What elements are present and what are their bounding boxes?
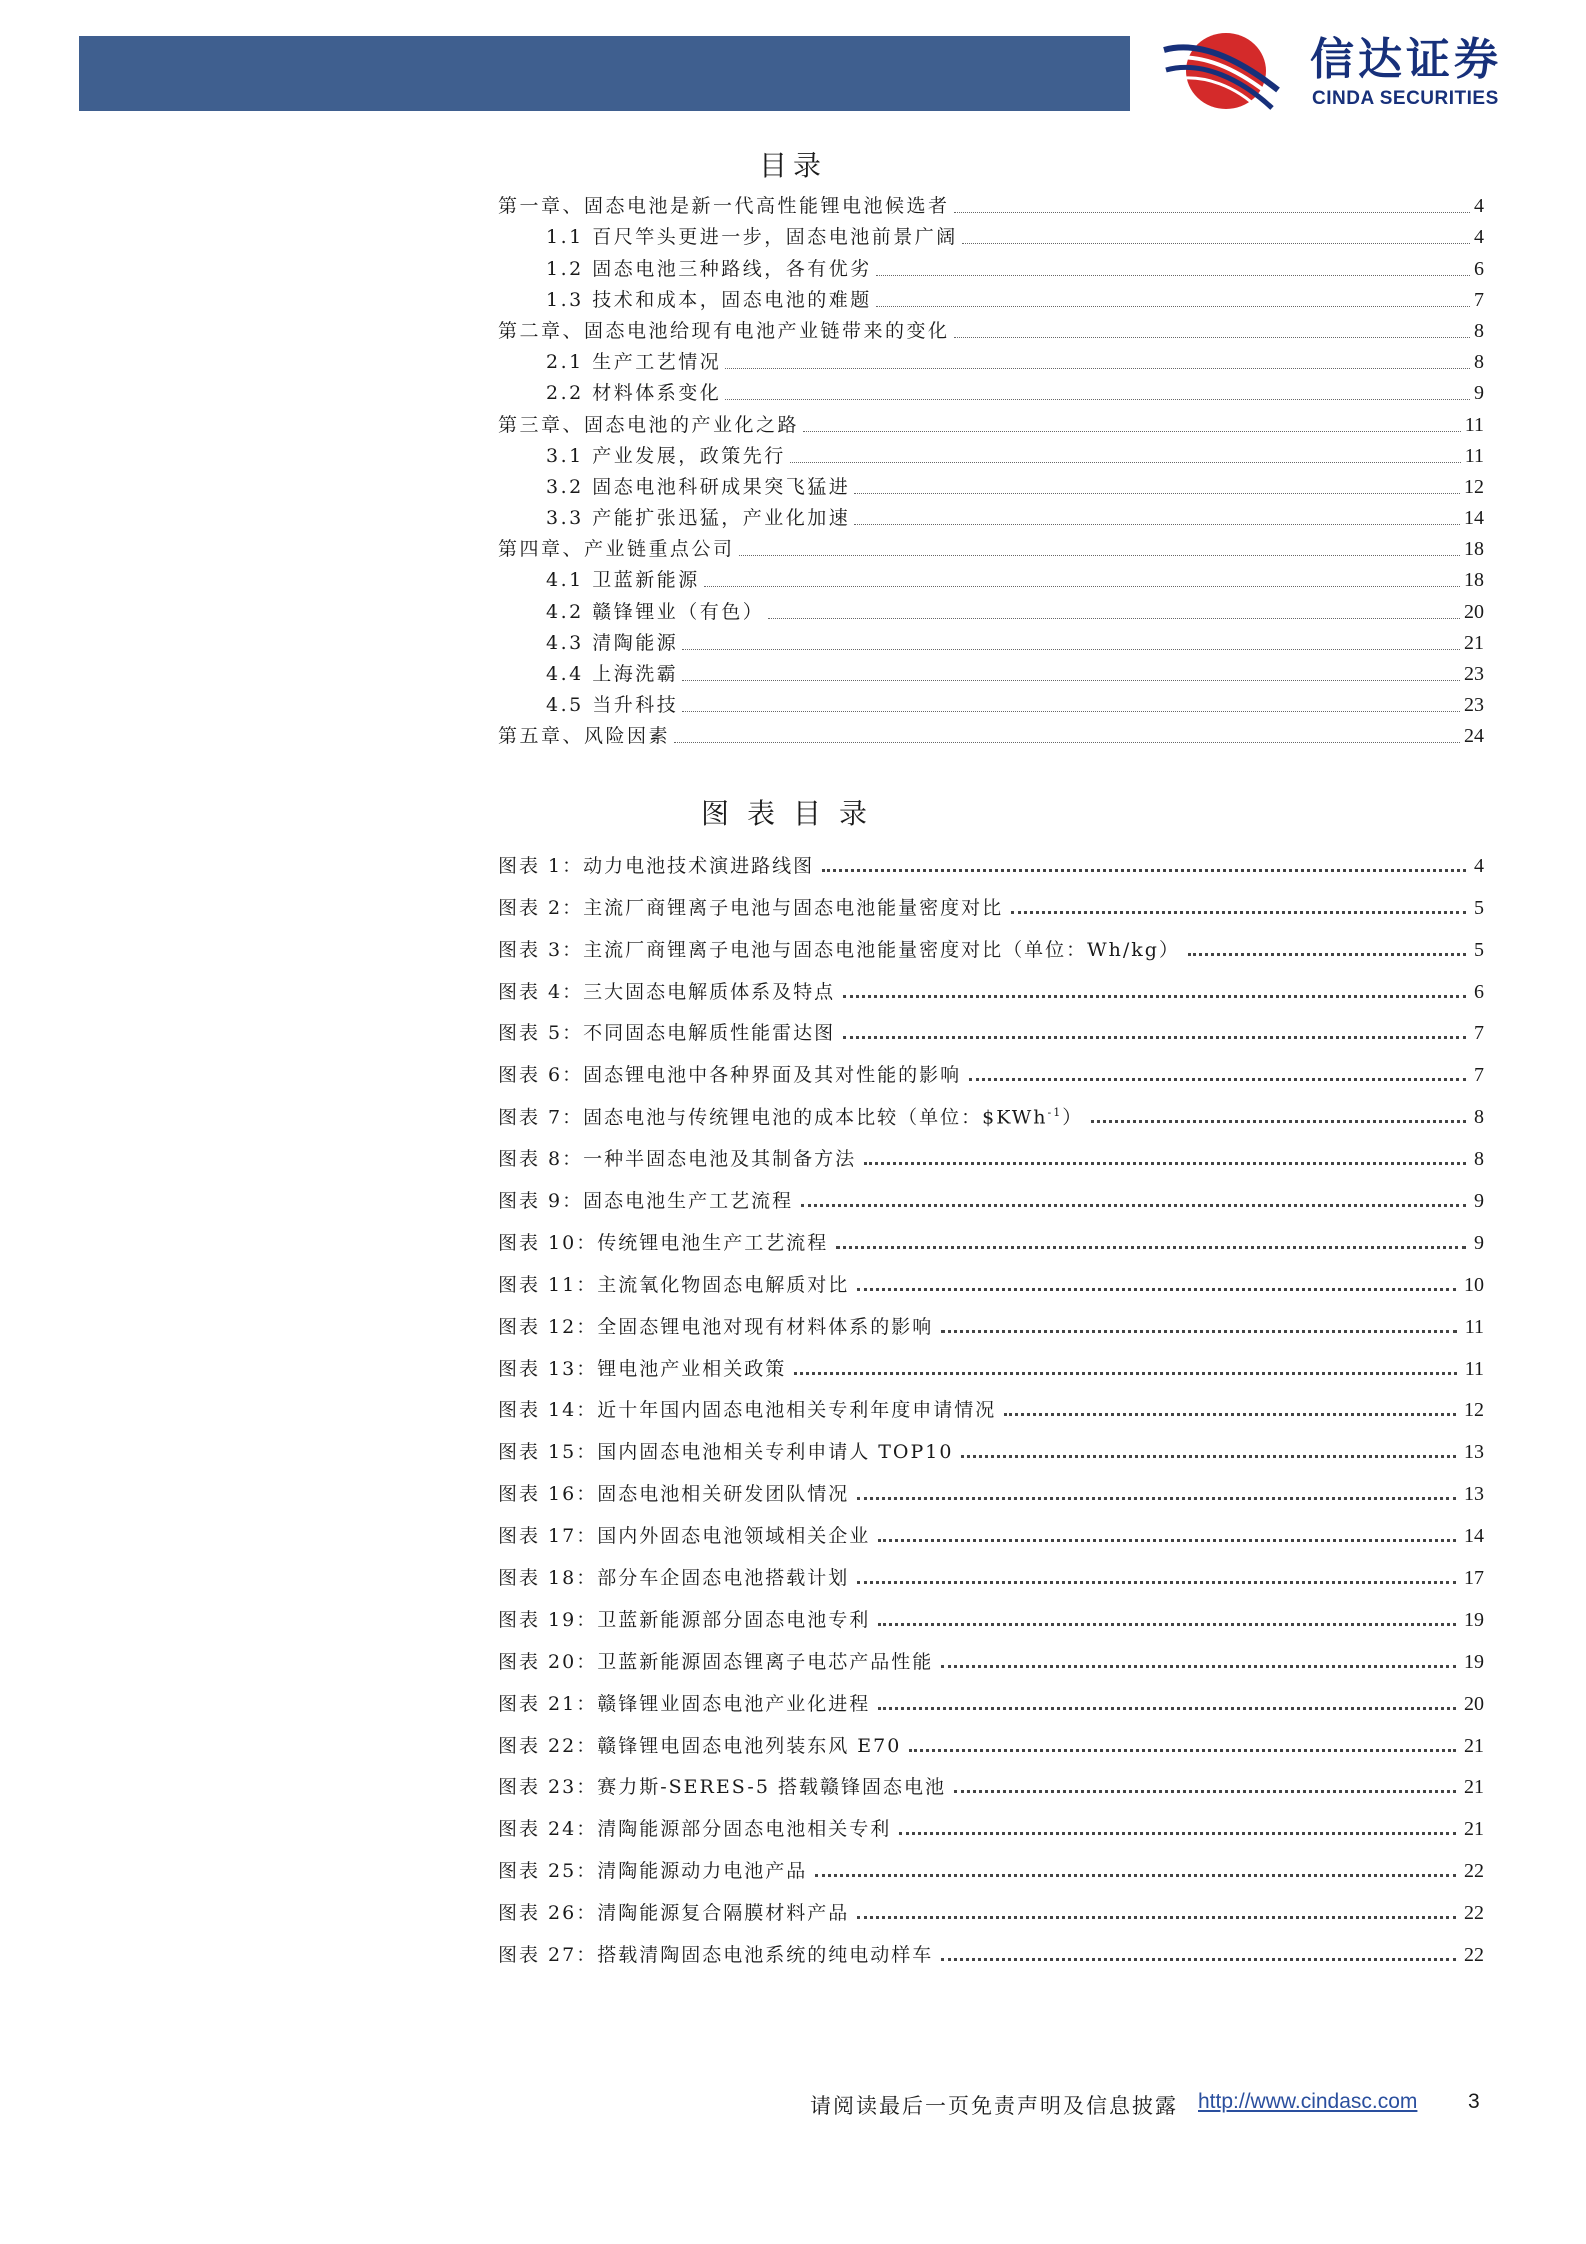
- figure-entry-page: 6: [1474, 980, 1484, 1003]
- toc-entry-page: 20: [1464, 600, 1484, 623]
- figure-entry-page: 7: [1474, 1022, 1484, 1045]
- toc-entry[interactable]: [498, 719, 1484, 750]
- figure-entry-label: 图表 17：国内外固态电池领域相关企业: [498, 1525, 871, 1548]
- figure-entry[interactable]: [498, 1383, 1484, 1425]
- toc-title: 目录: [758, 149, 827, 182]
- toc-entry-page: 9: [1474, 382, 1484, 405]
- toc-entry-label: 3.2 固态电池科研成果突飞猛进: [546, 475, 851, 498]
- figure-entry-label: 图表 8：一种半固态电池及其制备方法: [498, 1148, 857, 1171]
- figure-list: [498, 838, 1484, 1969]
- figure-entry-superscript: -1: [1047, 1105, 1063, 1119]
- toc-entry-label: 第四章、产业链重点公司: [498, 538, 735, 561]
- logo-english-name: CINDA SECURITIES: [1312, 88, 1499, 109]
- figure-entry-page: 22: [1464, 1944, 1484, 1967]
- disclaimer-note: 请阅读最后一页免责声明及信息披露: [810, 2094, 1178, 2118]
- figure-entry-label: 图表 9：固态电池生产工艺流程: [498, 1190, 794, 1213]
- toc-entry[interactable]: [498, 220, 1484, 251]
- logo-chinese-name: 信达证券: [1310, 34, 1502, 85]
- figure-entry[interactable]: [498, 1215, 1484, 1257]
- toc-leader-dots: [768, 618, 1460, 619]
- figure-entry-label: 图表 7：固态电池与传统锂电池的成本比较（单位：$KWh$^{-1}$）: [498, 1105, 1084, 1129]
- figure-entry-label: 图表 10：传统锂电池生产工艺流程: [498, 1231, 829, 1254]
- figure-leader-dots: [878, 1707, 1456, 1710]
- figure-entry[interactable]: [498, 1634, 1484, 1676]
- figure-entry-page: 10: [1464, 1273, 1484, 1296]
- toc-entry-page: 14: [1464, 507, 1484, 530]
- toc-leader-dots: [954, 337, 1470, 338]
- figure-entry-label: 图表 24：清陶能源部分固态电池相关专利: [498, 1818, 892, 1841]
- figure-leader-dots: [961, 1455, 1456, 1458]
- figure-entry-label: 图表 2：主流厂商锂离子电池与固态电池能量密度对比: [498, 896, 1004, 919]
- figure-entry[interactable]: [498, 1592, 1484, 1634]
- figure-entry[interactable]: [498, 1424, 1484, 1466]
- figure-leader-dots: [878, 1539, 1456, 1542]
- figure-leader-dots: [941, 1665, 1456, 1668]
- toc-leader-dots: [682, 711, 1460, 712]
- figure-entry[interactable]: [498, 1927, 1484, 1969]
- figure-entry[interactable]: [498, 1801, 1484, 1843]
- figure-leader-dots: [801, 1204, 1466, 1207]
- figure-entry-page: 11: [1464, 1315, 1484, 1338]
- toc-entry-page: 4: [1474, 195, 1484, 218]
- figure-entry-label: 图表 3：主流厂商锂离子电池与固态电池能量密度对比（单位：Wh/kg）: [498, 938, 1180, 961]
- figure-entry-label: 图表 19：卫蓝新能源部分固态电池专利: [498, 1608, 871, 1631]
- figure-leader-dots: [899, 1832, 1456, 1835]
- toc-entry-label: 第三章、固态电池的产业化之路: [498, 413, 800, 436]
- toc-entry-page: 12: [1464, 475, 1484, 498]
- toc-entry-page: 7: [1474, 288, 1484, 311]
- toc-entry-label: 3.1 产业发展，政策先行: [546, 444, 786, 467]
- toc-leader-dots: [725, 399, 1470, 400]
- toc-entry-label: 4.2 赣锋锂业（有色）: [546, 600, 765, 623]
- figure-entry[interactable]: [498, 1131, 1484, 1173]
- toc-leader-dots: [704, 586, 1460, 587]
- figure-leader-dots: [794, 1372, 1457, 1375]
- toc-entry-page: 11: [1464, 444, 1484, 467]
- figure-leader-dots: [1091, 1120, 1466, 1123]
- figure-leader-dots: [857, 1288, 1456, 1291]
- figure-entry-label: 图表 6：固态锂电池中各种界面及其对性能的影响: [498, 1064, 962, 1087]
- figure-entry-page: 21: [1464, 1776, 1484, 1799]
- header-bar: [79, 36, 1130, 111]
- toc-entry-page: 18: [1464, 569, 1484, 592]
- toc-leader-dots: [803, 431, 1461, 432]
- figure-entry[interactable]: [498, 1173, 1484, 1215]
- figure-entry[interactable]: [498, 1047, 1484, 1089]
- toc-entry-label: 1.1 百尺竿头更进一步，固态电池前景广阔: [546, 226, 958, 249]
- toc-entry-page: 8: [1474, 319, 1484, 342]
- figure-leader-dots: [909, 1749, 1456, 1752]
- figure-entry[interactable]: [498, 1550, 1484, 1592]
- toc-entry[interactable]: [498, 407, 1484, 438]
- figure-entry-label: 图表 21：赣锋锂业固态电池产业化进程: [498, 1692, 871, 1715]
- figure-entry-label: 图表 4：三大固态电解质体系及特点: [498, 980, 836, 1003]
- figure-entry-page: 9: [1474, 1231, 1484, 1254]
- figure-leader-dots: [1004, 1413, 1456, 1416]
- figure-entry[interactable]: [498, 880, 1484, 922]
- toc-entry[interactable]: [498, 688, 1484, 719]
- website-link[interactable]: http://www.cindasc.com: [1198, 2090, 1418, 2113]
- toc-leader-dots: [962, 243, 1470, 244]
- figure-leader-dots: [864, 1162, 1466, 1165]
- toc-entry-page: 11: [1464, 413, 1484, 436]
- figure-entry-label: 图表 26：清陶能源复合隔膜材料产品: [498, 1902, 850, 1925]
- toc-entry-page: 6: [1474, 257, 1484, 280]
- figure-entry-page: 7: [1474, 1064, 1484, 1087]
- figure-entry[interactable]: [498, 1257, 1484, 1299]
- figure-entry-page: 11: [1464, 1357, 1484, 1380]
- toc-entry[interactable]: [498, 251, 1484, 282]
- figure-entry-label: 图表 14：近十年国内固态电池相关专利年度申请情况: [498, 1399, 997, 1422]
- toc-leader-dots: [674, 742, 1460, 743]
- table-of-contents: [498, 189, 1484, 750]
- figure-leader-dots: [941, 1958, 1456, 1961]
- figure-leader-dots: [822, 869, 1466, 872]
- figure-entry-page: 22: [1464, 1902, 1484, 1925]
- cinda-logo: [1160, 30, 1540, 112]
- toc-leader-dots: [854, 524, 1460, 525]
- cinda-logo-icon: [1160, 30, 1282, 112]
- figure-entry-page: 21: [1464, 1818, 1484, 1841]
- figure-entry-page: 17: [1464, 1567, 1484, 1590]
- figure-entry[interactable]: [498, 922, 1484, 964]
- toc-leader-dots: [876, 306, 1470, 307]
- toc-entry-label: 1.3 技术和成本，固态电池的难题: [546, 288, 872, 311]
- figure-entry-page: 5: [1474, 938, 1484, 961]
- toc-entry-label: 第五章、风险因素: [498, 725, 671, 748]
- toc-leader-dots: [854, 493, 1460, 494]
- toc-entry-page: 8: [1474, 351, 1484, 374]
- toc-entry-page: 23: [1464, 694, 1484, 717]
- figure-entry[interactable]: [498, 1885, 1484, 1927]
- figure-leader-dots: [954, 1790, 1456, 1793]
- figure-entry-page: 19: [1464, 1650, 1484, 1673]
- toc-leader-dots: [954, 212, 1470, 213]
- toc-entry[interactable]: [498, 657, 1484, 688]
- figure-leader-dots: [941, 1330, 1457, 1333]
- figure-entry[interactable]: [498, 1718, 1484, 1760]
- toc-entry[interactable]: [498, 594, 1484, 625]
- toc-entry[interactable]: [498, 563, 1484, 594]
- toc-entry-label: 4.3 清陶能源: [546, 631, 679, 654]
- toc-entry-page: 4: [1474, 226, 1484, 249]
- figure-entry-label: 图表 27：搭载清陶固态电池系统的纯电动样车: [498, 1944, 934, 1967]
- figure-entry-page: 8: [1474, 1148, 1484, 1171]
- toc-entry[interactable]: [498, 532, 1484, 563]
- figure-leader-dots: [1011, 911, 1466, 914]
- figure-leader-dots: [878, 1623, 1456, 1626]
- toc-entry[interactable]: [498, 470, 1484, 501]
- figure-leader-dots: [1188, 953, 1466, 956]
- figure-entry-page: 13: [1464, 1483, 1484, 1506]
- toc-entry-page: 18: [1464, 538, 1484, 561]
- toc-entry-label: 2.1 生产工艺情况: [546, 351, 722, 374]
- toc-leader-dots: [739, 555, 1460, 556]
- figure-entry-label: 图表 13：锂电池产业相关政策: [498, 1357, 787, 1380]
- footer: [0, 2090, 1586, 2120]
- figure-entry[interactable]: [498, 1676, 1484, 1718]
- toc-entry[interactable]: [498, 283, 1484, 314]
- figure-entry-label: 图表 5：不同固态电解质性能雷达图: [498, 1022, 836, 1045]
- figure-entry-page: 19: [1464, 1608, 1484, 1631]
- figure-entry[interactable]: [498, 838, 1484, 880]
- figure-entry[interactable]: [498, 964, 1484, 1006]
- figure-leader-dots: [857, 1497, 1456, 1500]
- toc-entry[interactable]: [498, 501, 1484, 532]
- toc-leader-dots: [876, 275, 1470, 276]
- toc-entry-label: 4.4 上海洗霸: [546, 663, 679, 685]
- toc-entry[interactable]: [498, 626, 1484, 657]
- figure-leader-dots: [969, 1078, 1466, 1081]
- figure-entry-page: 20: [1464, 1692, 1484, 1715]
- figure-entry-label: 图表 12：全固态锂电池对现有材料体系的影响: [498, 1315, 934, 1338]
- toc-entry-page: 24: [1464, 725, 1484, 748]
- toc-entry-label: 3.3 产能扩张迅猛，产业化加速: [546, 507, 851, 530]
- toc-entry-page: 21: [1464, 631, 1484, 654]
- figure-leader-dots: [843, 995, 1466, 998]
- figure-entry-label: 图表 15：国内固态电池相关专利申请人 TOP10: [498, 1441, 954, 1464]
- figure-list-title: 图表目录: [700, 797, 885, 830]
- figure-entry-label: 图表 18：部分车企固态电池搭载计划: [498, 1567, 850, 1590]
- toc-entry-page: 23: [1464, 663, 1484, 685]
- figure-leader-dots: [815, 1874, 1456, 1877]
- figure-leader-dots: [857, 1916, 1456, 1919]
- figure-entry[interactable]: [498, 1299, 1484, 1341]
- figure-entry-page: 4: [1474, 854, 1484, 877]
- figure-leader-dots: [843, 1036, 1466, 1039]
- figure-entry-label: 图表 23：赛力斯-SERES-5 搭载赣锋固态电池: [498, 1776, 946, 1799]
- figure-entry-page: 22: [1464, 1860, 1484, 1883]
- figure-entry[interactable]: [498, 1341, 1484, 1383]
- figure-entry[interactable]: [498, 1466, 1484, 1508]
- page-number: 3: [1468, 2090, 1480, 2113]
- toc-entry[interactable]: [498, 345, 1484, 376]
- toc-entry-label: 4.5 当升科技: [546, 694, 679, 717]
- figure-entry-label: 图表 11：主流氧化物固态电解质对比: [498, 1273, 850, 1296]
- toc-leader-dots: [682, 680, 1460, 681]
- figure-entry-label: 图表 20：卫蓝新能源固态锂离子电芯产品性能: [498, 1650, 934, 1673]
- toc-entry[interactable]: [498, 189, 1484, 220]
- figure-entry-page: 5: [1474, 896, 1484, 919]
- figure-entry-label: 图表 25：清陶能源动力电池产品: [498, 1860, 808, 1883]
- figure-entry-label: 图表 16：固态电池相关研发团队情况: [498, 1483, 850, 1506]
- toc-entry[interactable]: [498, 376, 1484, 407]
- toc-entry-label: 4.1 卫蓝新能源: [546, 569, 700, 592]
- figure-entry-page: 8: [1474, 1106, 1484, 1129]
- toc-leader-dots: [790, 462, 1461, 463]
- toc-entry-label: 第二章、固态电池给现有电池产业链带来的变化: [498, 319, 950, 342]
- figure-entry-page: 21: [1464, 1734, 1484, 1757]
- figure-entry[interactable]: [498, 1843, 1484, 1885]
- figure-entry-label: 图表 22：赣锋锂电固态电池列装东风 E70: [498, 1734, 902, 1757]
- figure-entry-page: 9: [1474, 1190, 1484, 1213]
- toc-leader-dots: [682, 649, 1460, 650]
- figure-entry-page: 12: [1464, 1399, 1484, 1422]
- toc-entry-label: 2.2 材料体系变化: [546, 382, 722, 405]
- figure-entry[interactable]: [498, 1089, 1484, 1131]
- figure-entry-label: 图表 1：动力电池技术演进路线图: [498, 854, 815, 877]
- figure-entry[interactable]: [498, 1006, 1484, 1048]
- toc-entry-label: 第一章、固态电池是新一代高性能锂电池候选者: [498, 195, 950, 218]
- figure-entry-page: 13: [1464, 1441, 1484, 1464]
- figure-leader-dots: [857, 1581, 1456, 1584]
- figure-leader-dots: [836, 1246, 1466, 1249]
- figure-entry[interactable]: [498, 1760, 1484, 1802]
- toc-entry[interactable]: [498, 439, 1484, 470]
- toc-leader-dots: [725, 368, 1470, 369]
- figure-entry[interactable]: [498, 1508, 1484, 1550]
- figure-entry-page: 14: [1464, 1525, 1484, 1548]
- toc-entry[interactable]: [498, 314, 1484, 345]
- toc-entry-label: 1.2 固态电池三种路线，各有优劣: [546, 257, 872, 280]
